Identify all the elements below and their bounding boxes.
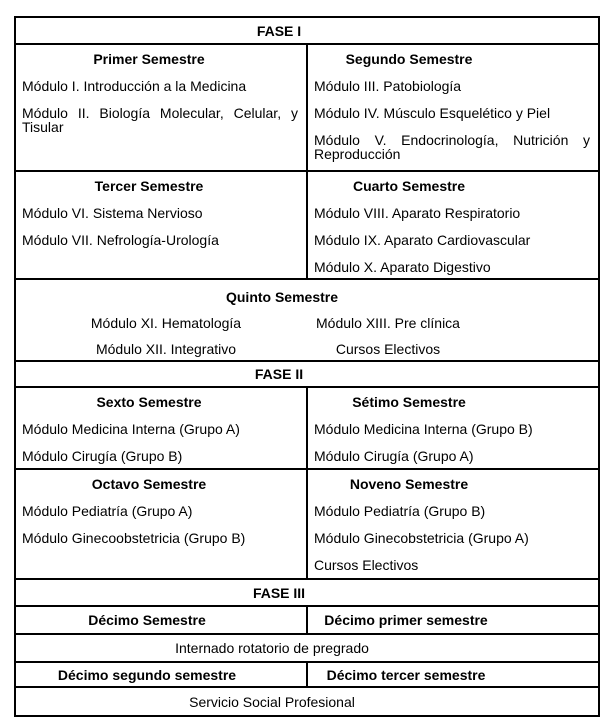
decimo-headers-row (15, 606, 599, 634)
fase1-title: FASE I (15, 17, 599, 44)
module-item: Módulo Medicina Interna (Grupo A) (22, 421, 240, 437)
module-item: Módulo Cirugía (Grupo B) (22, 448, 183, 464)
internado-label: Internado rotatorio de pregrado (15, 634, 599, 662)
module-item: Módulo XI. Hematología (90, 315, 242, 331)
primer-semestre-header: Primer Semestre (93, 51, 205, 67)
module-item: Módulo IV. Músculo Esquelético y Piel (314, 105, 551, 121)
module-item: Módulo I. Introducción a la Medicina (22, 78, 247, 94)
segundo-semestre-cell (307, 44, 599, 171)
module-item: Módulo III. Patobiología (314, 78, 462, 94)
semesters-1-2-row (15, 44, 599, 171)
fase1-row (15, 17, 599, 44)
module-item: Módulo Pediatría (Grupo A) (22, 503, 193, 519)
fase3-row (15, 579, 599, 606)
decimo-semestre-header: Décimo Semestre (15, 606, 307, 634)
servicio-social-row (15, 687, 599, 716)
fase2-title: FASE II (15, 361, 599, 387)
fase3-title: FASE III (15, 579, 599, 606)
tercer-semestre-header: Tercer Semestre (94, 178, 204, 194)
cuarto-semestre-header: Cuarto Semestre (352, 178, 466, 194)
module-item: Módulo VII. Nefrología-Urología (22, 232, 219, 248)
noveno-semestre-cell (307, 469, 599, 579)
decimo-primer-semestre-header: Décimo primer semestre (307, 606, 599, 634)
semesters-8-9-row (15, 469, 599, 579)
decimo-segundo-semestre-header: Décimo segundo semestre (15, 662, 307, 687)
quinto-semestre-header: Quinto Semestre (225, 289, 339, 305)
module-item: Módulo VIII. Aparato Respiratorio (314, 205, 521, 221)
internado-row (15, 634, 599, 662)
sexto-semestre-cell (15, 387, 307, 469)
segundo-semestre-header: Segundo Semestre (345, 51, 473, 67)
module-item: Módulo Pediatría (Grupo B) (314, 503, 486, 519)
module-item: Módulo Cirugía (Grupo A) (314, 448, 474, 464)
quinto-semestre-cell (15, 279, 599, 361)
setimo-semestre-cell (307, 387, 599, 469)
semesters-3-4-row (15, 171, 599, 279)
quinto-right-column (310, 304, 466, 356)
primer-semestre-cell (15, 44, 307, 171)
module-item: Módulo II. Biología Molecular, Celular, y Tisular (22, 105, 298, 135)
decimo-tercer-semestre-header: Décimo tercer semestre (307, 662, 599, 687)
decimo-segundo-tercer-row (15, 662, 599, 687)
module-item: Cursos Electivos (335, 341, 441, 357)
module-item: Módulo Medicina Interna (Grupo B) (314, 421, 533, 437)
module-item: Módulo IX. Aparato Cardiovascular (314, 232, 531, 248)
curriculum-table (14, 16, 600, 717)
quinto-columns (22, 304, 590, 356)
quinto-semestre-row (15, 279, 599, 361)
sexto-semestre-header: Sexto Semestre (96, 394, 202, 410)
setimo-semestre-header: Sétimo Semestre (352, 394, 466, 410)
module-item: Módulo XII. Integrativo (95, 341, 237, 357)
noveno-semestre-header: Noveno Semestre (349, 476, 469, 492)
module-item: Módulo XIII. Pre clínica (316, 315, 460, 331)
servicio-social-label: Servicio Social Profesional (15, 687, 599, 716)
cuarto-semestre-cell (307, 171, 599, 279)
module-item: Módulo VI. Sistema Nervioso (22, 205, 203, 221)
module-item: Módulo Ginecoobstetricia (Grupo B) (22, 530, 246, 546)
fase2-row (15, 361, 599, 387)
module-item: Módulo X. Aparato Digestivo (314, 259, 491, 275)
semesters-6-7-row (15, 387, 599, 469)
module-item: Módulo Ginecobstetricia (Grupo A) (314, 530, 529, 546)
module-item: Módulo V. Endocrinología, Nutrición y Reproducción (314, 132, 591, 162)
octavo-semestre-header: Octavo Semestre (91, 476, 207, 492)
quinto-left-column (22, 304, 310, 356)
module-item: Cursos Electivos (314, 557, 419, 573)
tercer-semestre-cell (15, 171, 307, 279)
octavo-semestre-cell (15, 469, 307, 579)
